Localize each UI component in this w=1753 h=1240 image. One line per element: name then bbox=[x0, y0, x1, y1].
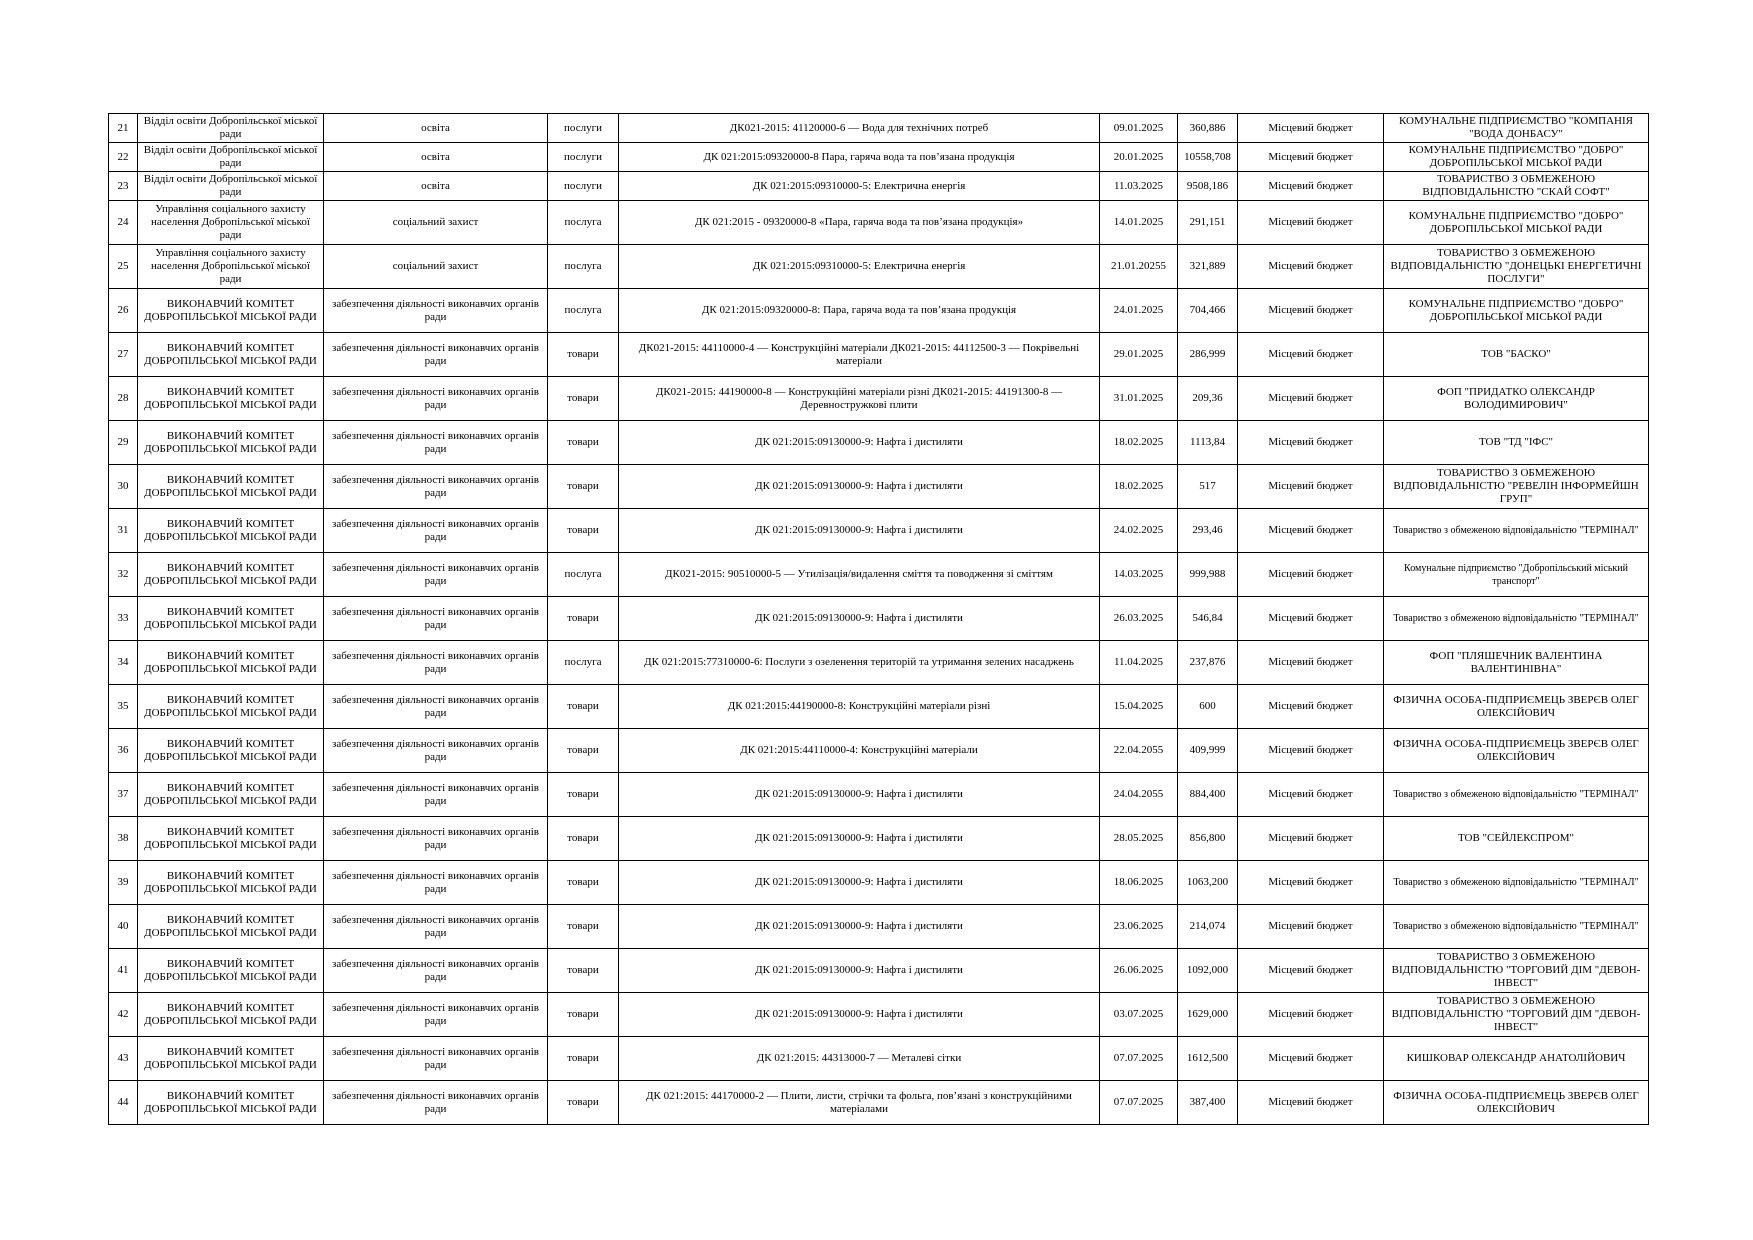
supplier-cell: КОМУНАЛЬНЕ ПІДПРИЄМСТВО "ДОБРО" ДОБРОПІЛЬСЬКОЇ МІСЬКОЇ РАДИ bbox=[1384, 143, 1649, 172]
sphere-cell: забезпечення діяльності виконавчих органів ради bbox=[324, 817, 548, 861]
supplier-cell: ТОВ "СЕЙЛЕКСПРОМ" bbox=[1384, 817, 1649, 861]
table-row bbox=[109, 817, 1649, 861]
table-row bbox=[109, 143, 1649, 172]
procurement-type-cell: товари bbox=[548, 421, 619, 465]
sphere-cell: забезпечення діяльності виконавчих органів ради bbox=[324, 641, 548, 685]
customer-cell: ВИКОНАВЧИЙ КОМІТЕТ ДОБРОПІЛЬСЬКОЇ МІСЬКОЇ РАДИ bbox=[138, 597, 324, 641]
amount-cell: 1063,200 bbox=[1178, 861, 1238, 905]
date-cell: 24.04.2055 bbox=[1100, 773, 1178, 817]
budget-source-cell: Місцевий бюджет bbox=[1238, 465, 1384, 509]
customer-cell: ВИКОНАВЧИЙ КОМІТЕТ ДОБРОПІЛЬСЬКОЇ МІСЬКОЇ РАДИ bbox=[138, 421, 324, 465]
row-number-cell: 23 bbox=[109, 172, 138, 201]
sphere-cell: забезпечення діяльності виконавчих органів ради bbox=[324, 861, 548, 905]
procurement-type-cell: послуга bbox=[548, 201, 619, 245]
procurement-type-cell: товари bbox=[548, 685, 619, 729]
customer-cell: ВИКОНАВЧИЙ КОМІТЕТ ДОБРОПІЛЬСЬКОЇ МІСЬКОЇ РАДИ bbox=[138, 729, 324, 773]
table-row bbox=[109, 377, 1649, 421]
cpv-code-cell: ДК 021:2015:09130000-9: Нафта і дистиляти bbox=[619, 905, 1100, 949]
sphere-cell: забезпечення діяльності виконавчих органів ради bbox=[324, 597, 548, 641]
procurement-type-cell: послуги bbox=[548, 143, 619, 172]
amount-cell: 1629,000 bbox=[1178, 993, 1238, 1037]
procurement-type-cell: товари bbox=[548, 509, 619, 553]
supplier-cell: Товариство з обмеженою відповідальністю "ТЕРМІНАЛ" bbox=[1384, 597, 1649, 641]
amount-cell: 999,988 bbox=[1178, 553, 1238, 597]
budget-source-cell: Місцевий бюджет bbox=[1238, 172, 1384, 201]
amount-cell: 321,889 bbox=[1178, 245, 1238, 289]
table-row bbox=[109, 509, 1649, 553]
table-row bbox=[109, 172, 1649, 201]
table-row bbox=[109, 685, 1649, 729]
sphere-cell: забезпечення діяльності виконавчих органів ради bbox=[324, 1081, 548, 1125]
sphere-cell: забезпечення діяльності виконавчих органів ради bbox=[324, 993, 548, 1037]
table-row bbox=[109, 465, 1649, 509]
cpv-code-cell: ДК 021:2015: 44313000-7 — Металеві сітки bbox=[619, 1037, 1100, 1081]
customer-cell: ВИКОНАВЧИЙ КОМІТЕТ ДОБРОПІЛЬСЬКОЇ МІСЬКОЇ РАДИ bbox=[138, 773, 324, 817]
procurement-type-cell: товари bbox=[548, 729, 619, 773]
procurement-type-cell: товари bbox=[548, 1037, 619, 1081]
procurement-type-cell: товари bbox=[548, 597, 619, 641]
amount-cell: 1092,000 bbox=[1178, 949, 1238, 993]
row-number-cell: 28 bbox=[109, 377, 138, 421]
procurement-type-cell: послуги bbox=[548, 172, 619, 201]
budget-source-cell: Місцевий бюджет bbox=[1238, 905, 1384, 949]
amount-cell: 360,886 bbox=[1178, 114, 1238, 143]
supplier-cell: ФІЗИЧНА ОСОБА-ПІДПРИЄМЕЦЬ ЗВЕРЄВ ОЛЕГ ОЛЕКСІЙОВИЧ bbox=[1384, 1081, 1649, 1125]
procurement-type-cell: товари bbox=[548, 377, 619, 421]
procurement-type-cell: товари bbox=[548, 993, 619, 1037]
cpv-code-cell: ДК 021:2015:09320000-8: Пара, гаряча вода та пов’язана продукція bbox=[619, 289, 1100, 333]
procurement-type-cell: товари bbox=[548, 773, 619, 817]
table-row bbox=[109, 553, 1649, 597]
date-cell: 15.04.2025 bbox=[1100, 685, 1178, 729]
cpv-code-cell: ДК021-2015: 41120000-6 — Вода для технічних потреб bbox=[619, 114, 1100, 143]
row-number-cell: 21 bbox=[109, 114, 138, 143]
table-row bbox=[109, 333, 1649, 377]
budget-source-cell: Місцевий бюджет bbox=[1238, 1081, 1384, 1125]
row-number-cell: 30 bbox=[109, 465, 138, 509]
sphere-cell: забезпечення діяльності виконавчих органів ради bbox=[324, 377, 548, 421]
cpv-code-cell: ДК 021:2015:09130000-9: Нафта і дистиляти bbox=[619, 421, 1100, 465]
table-row bbox=[109, 949, 1649, 993]
table-body bbox=[109, 114, 1649, 1125]
budget-source-cell: Місцевий бюджет bbox=[1238, 333, 1384, 377]
cpv-code-cell: ДК 021:2015:09310000-5: Електрична енергія bbox=[619, 245, 1100, 289]
cpv-code-cell: ДК 021:2015 - 09320000-8 «Пара, гаряча вода та пов’язана продукція» bbox=[619, 201, 1100, 245]
table-row bbox=[109, 1081, 1649, 1125]
supplier-cell: ФІЗИЧНА ОСОБА-ПІДПРИЄМЕЦЬ ЗВЕРЄВ ОЛЕГ ОЛЕКСІЙОВИЧ bbox=[1384, 685, 1649, 729]
amount-cell: 209,36 bbox=[1178, 377, 1238, 421]
procurement-type-cell: товари bbox=[548, 465, 619, 509]
customer-cell: ВИКОНАВЧИЙ КОМІТЕТ ДОБРОПІЛЬСЬКОЇ МІСЬКОЇ РАДИ bbox=[138, 1081, 324, 1125]
sphere-cell: забезпечення діяльності виконавчих органів ради bbox=[324, 289, 548, 333]
customer-cell: ВИКОНАВЧИЙ КОМІТЕТ ДОБРОПІЛЬСЬКОЇ МІСЬКОЇ РАДИ bbox=[138, 465, 324, 509]
cpv-code-cell: ДК 021:2015:09130000-9: Нафта і дистиляти bbox=[619, 597, 1100, 641]
amount-cell: 600 bbox=[1178, 685, 1238, 729]
table-row bbox=[109, 289, 1649, 333]
row-number-cell: 32 bbox=[109, 553, 138, 597]
procurement-type-cell: товари bbox=[548, 905, 619, 949]
date-cell: 22.04.2055 bbox=[1100, 729, 1178, 773]
customer-cell: ВИКОНАВЧИЙ КОМІТЕТ ДОБРОПІЛЬСЬКОЇ МІСЬКОЇ РАДИ bbox=[138, 685, 324, 729]
table-row bbox=[109, 114, 1649, 143]
date-cell: 07.07.2025 bbox=[1100, 1037, 1178, 1081]
date-cell: 18.06.2025 bbox=[1100, 861, 1178, 905]
supplier-cell: ФОП "ПРИДАТКО ОЛЕКСАНДР ВОЛОДИМИРОВИЧ" bbox=[1384, 377, 1649, 421]
supplier-cell: ТОВАРИСТВО З ОБМЕЖЕНОЮ ВІДПОВІДАЛЬНІСТЮ "СКАЙ СОФТ" bbox=[1384, 172, 1649, 201]
table-row bbox=[109, 861, 1649, 905]
row-number-cell: 26 bbox=[109, 289, 138, 333]
procurement-type-cell: послуга bbox=[548, 245, 619, 289]
customer-cell: Управління соціального захисту населення Добропільської міської ради bbox=[138, 201, 324, 245]
table-row bbox=[109, 201, 1649, 245]
row-number-cell: 44 bbox=[109, 1081, 138, 1125]
cpv-code-cell: ДК021-2015: 44190000-8 — Конструкційні матеріали різні ДК021-2015: 44191300-8 — Деревностружкові плити bbox=[619, 377, 1100, 421]
row-number-cell: 27 bbox=[109, 333, 138, 377]
amount-cell: 286,999 bbox=[1178, 333, 1238, 377]
sphere-cell: забезпечення діяльності виконавчих органів ради bbox=[324, 729, 548, 773]
date-cell: 24.01.2025 bbox=[1100, 289, 1178, 333]
row-number-cell: 29 bbox=[109, 421, 138, 465]
row-number-cell: 38 bbox=[109, 817, 138, 861]
supplier-cell: ФОП "ПЛЯШЕЧНИК ВАЛЕНТИНА ВАЛЕНТИНІВНА" bbox=[1384, 641, 1649, 685]
amount-cell: 409,999 bbox=[1178, 729, 1238, 773]
date-cell: 28.05.2025 bbox=[1100, 817, 1178, 861]
cpv-code-cell: ДК021-2015: 90510000-5 — Утилізація/видалення сміття та поводження зі сміттям bbox=[619, 553, 1100, 597]
row-number-cell: 42 bbox=[109, 993, 138, 1037]
supplier-cell: ТОВАРИСТВО З ОБМЕЖЕНОЮ ВІДПОВІДАЛЬНІСТЮ "ДОНЕЦЬКІ ЕНЕРГЕТИЧНІ ПОСЛУГИ" bbox=[1384, 245, 1649, 289]
sphere-cell: забезпечення діяльності виконавчих органів ради bbox=[324, 949, 548, 993]
table-row bbox=[109, 773, 1649, 817]
budget-source-cell: Місцевий бюджет bbox=[1238, 553, 1384, 597]
sphere-cell: освіта bbox=[324, 114, 548, 143]
row-number-cell: 41 bbox=[109, 949, 138, 993]
amount-cell: 1113,84 bbox=[1178, 421, 1238, 465]
sphere-cell: забезпечення діяльності виконавчих органів ради bbox=[324, 509, 548, 553]
sphere-cell: забезпечення діяльності виконавчих органів ради bbox=[324, 773, 548, 817]
sphere-cell: забезпечення діяльності виконавчих органів ради bbox=[324, 905, 548, 949]
row-number-cell: 31 bbox=[109, 509, 138, 553]
sphere-cell: забезпечення діяльності виконавчих органів ради bbox=[324, 465, 548, 509]
budget-source-cell: Місцевий бюджет bbox=[1238, 421, 1384, 465]
date-cell: 18.02.2025 bbox=[1100, 465, 1178, 509]
customer-cell: ВИКОНАВЧИЙ КОМІТЕТ ДОБРОПІЛЬСЬКОЇ МІСЬКОЇ РАДИ bbox=[138, 949, 324, 993]
supplier-cell: Товариство з обмеженою відповідальністю "ТЕРМІНАЛ" bbox=[1384, 773, 1649, 817]
date-cell: 23.06.2025 bbox=[1100, 905, 1178, 949]
date-cell: 14.03.2025 bbox=[1100, 553, 1178, 597]
table-row bbox=[109, 905, 1649, 949]
table-row bbox=[109, 641, 1649, 685]
customer-cell: ВИКОНАВЧИЙ КОМІТЕТ ДОБРОПІЛЬСЬКОЇ МІСЬКОЇ РАДИ bbox=[138, 377, 324, 421]
date-cell: 11.03.2025 bbox=[1100, 172, 1178, 201]
date-cell: 31.01.2025 bbox=[1100, 377, 1178, 421]
date-cell: 18.02.2025 bbox=[1100, 421, 1178, 465]
sphere-cell: забезпечення діяльності виконавчих органів ради bbox=[324, 421, 548, 465]
date-cell: 26.06.2025 bbox=[1100, 949, 1178, 993]
budget-source-cell: Місцевий бюджет bbox=[1238, 377, 1384, 421]
supplier-cell: КОМУНАЛЬНЕ ПІДПРИЄМСТВО "КОМПАНІЯ "ВОДА ДОНБАСУ" bbox=[1384, 114, 1649, 143]
supplier-cell: ТОВАРИСТВО З ОБМЕЖЕНОЮ ВІДПОВІДАЛЬНІСТЮ "РЕВЕЛІН ІНФОРМЕЙШН ГРУП" bbox=[1384, 465, 1649, 509]
supplier-cell: ТОВАРИСТВО З ОБМЕЖЕНОЮ ВІДПОВІДАЛЬНІСТЮ "ТОРГОВИЙ ДІМ "ДЕВОН-ІНВЕСТ" bbox=[1384, 993, 1649, 1037]
budget-source-cell: Місцевий бюджет bbox=[1238, 817, 1384, 861]
cpv-code-cell: ДК 021:2015:09130000-9: Нафта і дистиляти bbox=[619, 509, 1100, 553]
row-number-cell: 25 bbox=[109, 245, 138, 289]
date-cell: 09.01.2025 bbox=[1100, 114, 1178, 143]
amount-cell: 10558,708 bbox=[1178, 143, 1238, 172]
date-cell: 11.04.2025 bbox=[1100, 641, 1178, 685]
supplier-cell: ТОВ "ТД "ІФС" bbox=[1384, 421, 1649, 465]
supplier-cell: КОМУНАЛЬНЕ ПІДПРИЄМСТВО "ДОБРО" ДОБРОПІЛЬСЬКОЇ МІСЬКОЇ РАДИ bbox=[1384, 201, 1649, 245]
row-number-cell: 33 bbox=[109, 597, 138, 641]
procurement-type-cell: товари bbox=[548, 861, 619, 905]
cpv-code-cell: ДК 021:2015: 44170000-2 — Плити, листи, стрічки та фольга, пов’язані з конструкційними матеріалами bbox=[619, 1081, 1100, 1125]
row-number-cell: 22 bbox=[109, 143, 138, 172]
amount-cell: 293,46 bbox=[1178, 509, 1238, 553]
sphere-cell: соціальний захист bbox=[324, 245, 548, 289]
customer-cell: ВИКОНАВЧИЙ КОМІТЕТ ДОБРОПІЛЬСЬКОЇ МІСЬКОЇ РАДИ bbox=[138, 905, 324, 949]
date-cell: 03.07.2025 bbox=[1100, 993, 1178, 1037]
procurement-type-cell: послуга bbox=[548, 641, 619, 685]
row-number-cell: 37 bbox=[109, 773, 138, 817]
customer-cell: ВИКОНАВЧИЙ КОМІТЕТ ДОБРОПІЛЬСЬКОЇ МІСЬКОЇ РАДИ bbox=[138, 509, 324, 553]
supplier-cell: ТОВ "БАСКО" bbox=[1384, 333, 1649, 377]
procurement-type-cell: товари bbox=[548, 333, 619, 377]
budget-source-cell: Місцевий бюджет bbox=[1238, 949, 1384, 993]
customer-cell: Управління соціального захисту населення Добропільської міської ради bbox=[138, 245, 324, 289]
supplier-cell: ТОВАРИСТВО З ОБМЕЖЕНОЮ ВІДПОВІДАЛЬНІСТЮ "ТОРГОВИЙ ДІМ "ДЕВОН-ІНВЕСТ" bbox=[1384, 949, 1649, 993]
budget-source-cell: Місцевий бюджет bbox=[1238, 729, 1384, 773]
customer-cell: ВИКОНАВЧИЙ КОМІТЕТ ДОБРОПІЛЬСЬКОЇ МІСЬКОЇ РАДИ bbox=[138, 993, 324, 1037]
budget-source-cell: Місцевий бюджет bbox=[1238, 685, 1384, 729]
sphere-cell: освіта bbox=[324, 172, 548, 201]
date-cell: 20.01.2025 bbox=[1100, 143, 1178, 172]
supplier-cell: Товариство з обмеженою відповідальністю "ТЕРМІНАЛ" bbox=[1384, 509, 1649, 553]
sphere-cell: соціальний захист bbox=[324, 201, 548, 245]
supplier-cell: Товариство з обмеженою відповідальністю "ТЕРМІНАЛ" bbox=[1384, 905, 1649, 949]
supplier-cell: КОМУНАЛЬНЕ ПІДПРИЄМСТВО "ДОБРО" ДОБРОПІЛЬСЬКОЇ МІСЬКОЇ РАДИ bbox=[1384, 289, 1649, 333]
date-cell: 21.01.20255 bbox=[1100, 245, 1178, 289]
budget-source-cell: Місцевий бюджет bbox=[1238, 143, 1384, 172]
table-row bbox=[109, 597, 1649, 641]
budget-source-cell: Місцевий бюджет bbox=[1238, 245, 1384, 289]
amount-cell: 856,800 bbox=[1178, 817, 1238, 861]
amount-cell: 291,151 bbox=[1178, 201, 1238, 245]
table-row bbox=[109, 729, 1649, 773]
amount-cell: 1612,500 bbox=[1178, 1037, 1238, 1081]
row-number-cell: 34 bbox=[109, 641, 138, 685]
budget-source-cell: Місцевий бюджет bbox=[1238, 1037, 1384, 1081]
cpv-code-cell: ДК 021:2015:09310000-5: Електрична енергія bbox=[619, 172, 1100, 201]
customer-cell: ВИКОНАВЧИЙ КОМІТЕТ ДОБРОПІЛЬСЬКОЇ МІСЬКОЇ РАДИ bbox=[138, 289, 324, 333]
cpv-code-cell: ДК 021:2015:09130000-9: Нафта і дистиляти bbox=[619, 773, 1100, 817]
customer-cell: ВИКОНАВЧИЙ КОМІТЕТ ДОБРОПІЛЬСЬКОЇ МІСЬКОЇ РАДИ bbox=[138, 817, 324, 861]
procurement-type-cell: послуга bbox=[548, 289, 619, 333]
customer-cell: ВИКОНАВЧИЙ КОМІТЕТ ДОБРОПІЛЬСЬКОЇ МІСЬКОЇ РАДИ bbox=[138, 333, 324, 377]
table-row bbox=[109, 993, 1649, 1037]
cpv-code-cell: ДК 021:2015:09320000-8 Пара, гаряча вода та пов’язана продукція bbox=[619, 143, 1100, 172]
procurement-type-cell: товари bbox=[548, 817, 619, 861]
amount-cell: 214,074 bbox=[1178, 905, 1238, 949]
procurement-type-cell: товари bbox=[548, 1081, 619, 1125]
customer-cell: ВИКОНАВЧИЙ КОМІТЕТ ДОБРОПІЛЬСЬКОЇ МІСЬКОЇ РАДИ bbox=[138, 861, 324, 905]
budget-source-cell: Місцевий бюджет bbox=[1238, 114, 1384, 143]
table-row bbox=[109, 245, 1649, 289]
sphere-cell: забезпечення діяльності виконавчих органів ради bbox=[324, 333, 548, 377]
amount-cell: 237,876 bbox=[1178, 641, 1238, 685]
row-number-cell: 39 bbox=[109, 861, 138, 905]
sphere-cell: забезпечення діяльності виконавчих органів ради bbox=[324, 553, 548, 597]
budget-source-cell: Місцевий бюджет bbox=[1238, 993, 1384, 1037]
table-row bbox=[109, 1037, 1649, 1081]
amount-cell: 517 bbox=[1178, 465, 1238, 509]
amount-cell: 704,466 bbox=[1178, 289, 1238, 333]
customer-cell: Відділ освіти Добропільської міської ради bbox=[138, 143, 324, 172]
date-cell: 26.03.2025 bbox=[1100, 597, 1178, 641]
customer-cell: ВИКОНАВЧИЙ КОМІТЕТ ДОБРОПІЛЬСЬКОЇ МІСЬКОЇ РАДИ bbox=[138, 1037, 324, 1081]
sphere-cell: забезпечення діяльності виконавчих органів ради bbox=[324, 1037, 548, 1081]
procurement-type-cell: послуги bbox=[548, 114, 619, 143]
supplier-cell: Комунальне підприємство "Добропільський міський транспорт" bbox=[1384, 553, 1649, 597]
cpv-code-cell: ДК 021:2015:09130000-9: Нафта і дистиляти bbox=[619, 817, 1100, 861]
budget-source-cell: Місцевий бюджет bbox=[1238, 773, 1384, 817]
budget-source-cell: Місцевий бюджет bbox=[1238, 201, 1384, 245]
date-cell: 24.02.2025 bbox=[1100, 509, 1178, 553]
customer-cell: Відділ освіти Добропільської міської ради bbox=[138, 172, 324, 201]
amount-cell: 9508,186 bbox=[1178, 172, 1238, 201]
row-number-cell: 43 bbox=[109, 1037, 138, 1081]
amount-cell: 884,400 bbox=[1178, 773, 1238, 817]
procurement-type-cell: товари bbox=[548, 949, 619, 993]
budget-source-cell: Місцевий бюджет bbox=[1238, 861, 1384, 905]
date-cell: 29.01.2025 bbox=[1100, 333, 1178, 377]
budget-source-cell: Місцевий бюджет bbox=[1238, 597, 1384, 641]
cpv-code-cell: ДК021-2015: 44110000-4 — Конструкційні матеріали ДК021-2015: 44112500-3 — Покрівельні матеріали bbox=[619, 333, 1100, 377]
date-cell: 14.01.2025 bbox=[1100, 201, 1178, 245]
sphere-cell: забезпечення діяльності виконавчих органів ради bbox=[324, 685, 548, 729]
supplier-cell: КИШКОВАР ОЛЕКСАНДР АНАТОЛІЙОВИЧ bbox=[1384, 1037, 1649, 1081]
procurement-table bbox=[108, 113, 1649, 1125]
row-number-cell: 35 bbox=[109, 685, 138, 729]
date-cell: 07.07.2025 bbox=[1100, 1081, 1178, 1125]
customer-cell: ВИКОНАВЧИЙ КОМІТЕТ ДОБРОПІЛЬСЬКОЇ МІСЬКОЇ РАДИ bbox=[138, 553, 324, 597]
row-number-cell: 40 bbox=[109, 905, 138, 949]
customer-cell: ВИКОНАВЧИЙ КОМІТЕТ ДОБРОПІЛЬСЬКОЇ МІСЬКОЇ РАДИ bbox=[138, 641, 324, 685]
cpv-code-cell: ДК 021:2015:09130000-9: Нафта і дистиляти bbox=[619, 949, 1100, 993]
amount-cell: 546,84 bbox=[1178, 597, 1238, 641]
table-row bbox=[109, 421, 1649, 465]
sphere-cell: освіта bbox=[324, 143, 548, 172]
cpv-code-cell: ДК 021:2015:77310000-6: Послуги з озеленення територій та утримання зелених насаджень bbox=[619, 641, 1100, 685]
row-number-cell: 24 bbox=[109, 201, 138, 245]
budget-source-cell: Місцевий бюджет bbox=[1238, 509, 1384, 553]
customer-cell: Відділ освіти Добропільської міської ради bbox=[138, 114, 324, 143]
cpv-code-cell: ДК 021:2015:09130000-9: Нафта і дистиляти bbox=[619, 993, 1100, 1037]
cpv-code-cell: ДК 021:2015:09130000-9: Нафта і дистиляти bbox=[619, 465, 1100, 509]
amount-cell: 387,400 bbox=[1178, 1081, 1238, 1125]
row-number-cell: 36 bbox=[109, 729, 138, 773]
budget-source-cell: Місцевий бюджет bbox=[1238, 641, 1384, 685]
cpv-code-cell: ДК 021:2015:09130000-9: Нафта і дистиляти bbox=[619, 861, 1100, 905]
cpv-code-cell: ДК 021:2015:44190000-8: Конструкційні матеріали різні bbox=[619, 685, 1100, 729]
procurement-type-cell: послуга bbox=[548, 553, 619, 597]
supplier-cell: ФІЗИЧНА ОСОБА-ПІДПРИЄМЕЦЬ ЗВЕРЄВ ОЛЕГ ОЛЕКСІЙОВИЧ bbox=[1384, 729, 1649, 773]
cpv-code-cell: ДК 021:2015:44110000-4: Конструкційні матеріали bbox=[619, 729, 1100, 773]
budget-source-cell: Місцевий бюджет bbox=[1238, 289, 1384, 333]
supplier-cell: Товариство з обмеженою відповідальністю "ТЕРМІНАЛ" bbox=[1384, 861, 1649, 905]
